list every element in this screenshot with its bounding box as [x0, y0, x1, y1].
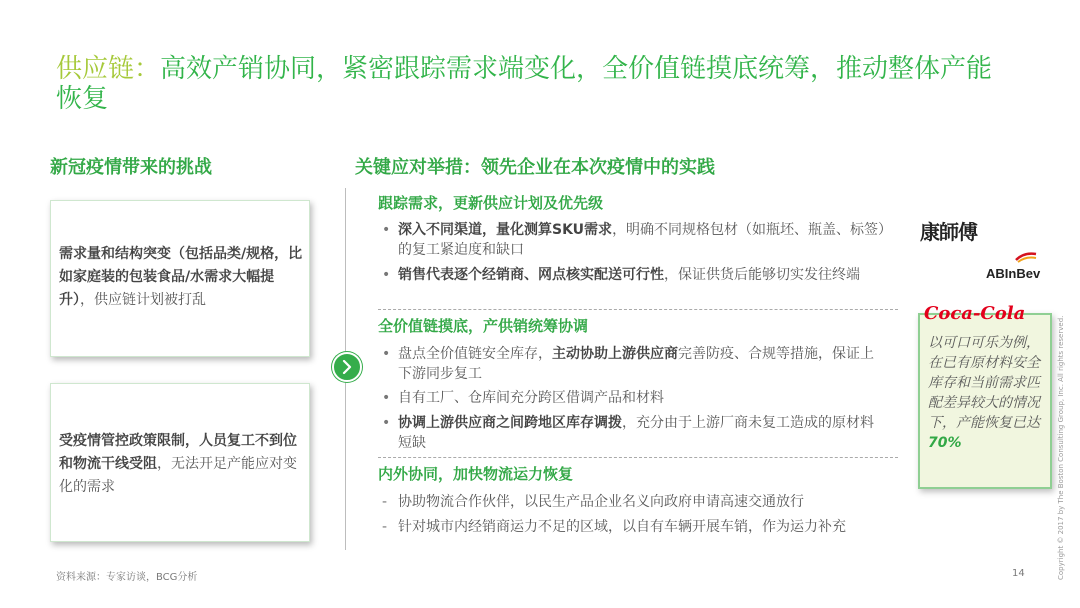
list-item [382, 220, 887, 260]
item-normal: 完善防疫、合规等措施，保证上下游同步复工 [398, 346, 874, 382]
title-lead: 供应链： [56, 54, 161, 84]
list-item [382, 517, 887, 537]
bullet-dot-icon: • [382, 390, 391, 406]
list-item [382, 344, 887, 384]
challenge-2-bold: 受疫情管控政策限制，人员复工不到位和物流干线受阻 [59, 433, 297, 472]
copyright-text: Copyright © 2017 by The Boston Consulting Group, Inc. All rights reserved. [1057, 315, 1065, 580]
callout-highlight: 70% [928, 435, 962, 451]
item-normal: ，保证供货后能够切实发往终端 [664, 267, 860, 283]
callout-body: 以可口可乐为例，在已有原材料安全库存和当前需求匹配差异较大的情况下，产能恢复已达 [928, 335, 1040, 431]
title-rest: 高效产销协同，紧密跟踪需求端变化，全价值链摸底统筹，推动整体产能恢复 [56, 54, 993, 114]
list-item [382, 492, 887, 512]
section-title-demand: 跟踪需求，更新供应计划及优先级 [378, 194, 604, 212]
item-bold: 主动协助上游供应商 [552, 346, 678, 362]
source-note: 资料来源：专家访谈，BCG分析 [56, 572, 198, 583]
left-header: 新冠疫情带来的挑战 [50, 157, 212, 178]
challenge-2-text [59, 430, 303, 499]
list-item [382, 388, 887, 408]
coca-cola-logo: Coca-Cola [924, 303, 1026, 324]
coca-cola-callout [918, 313, 1052, 489]
item-pre: 盘点全价值链安全库存， [398, 346, 552, 362]
chevron-right-icon [332, 352, 362, 382]
list-item [382, 265, 887, 285]
item-normal: ，明确不同规格包材（如瓶坯、瓶盖、标签）的复工紧迫度和缺口 [398, 222, 886, 258]
section-title-value-chain: 全价值链摸底，产供销统筹协调 [378, 317, 589, 335]
bullet-dot-icon: • [382, 222, 391, 238]
page-number: 14 [1012, 568, 1025, 579]
challenge-1-text [59, 243, 303, 312]
section-divider [378, 309, 898, 310]
section-divider [378, 457, 898, 458]
abinbev-wordmark: ABInBev [986, 266, 1041, 281]
right-header: 关键应对举措：领先企业在本次疫情中的实践 [355, 157, 715, 178]
bullet-dot-icon: • [382, 267, 391, 283]
bullet-dash-icon: - [382, 519, 388, 535]
item-bold: 销售代表逐个经销商、网点核实配送可行性 [398, 267, 664, 283]
challenge-box-1 [50, 200, 310, 357]
abinbev-swoosh-icon [1014, 250, 1038, 264]
item-normal: ，充分由于上游厂商未复工造成的原材料短缺 [398, 415, 874, 451]
bullet-dot-icon: • [382, 346, 391, 362]
challenge-2-normal: ，无法开足产能应对变化的需求 [59, 456, 297, 495]
callout-text [928, 333, 1044, 453]
page-title [56, 54, 1016, 114]
bullet-dot-icon: • [382, 415, 391, 431]
challenge-box-2 [50, 383, 310, 542]
challenge-1-normal: ，供应链计划被打乱 [80, 292, 206, 308]
list-item [382, 413, 887, 453]
section-title-logistics: 内外协同，加快物流运力恢复 [378, 465, 574, 483]
copyright-notice [1057, 315, 1067, 580]
item-normal: 协助物流合作伙伴，以民生产品企业名义向政府申请高速交通放行 [398, 494, 804, 510]
item-bold: 深入不同渠道，量化测算SKU需求 [398, 222, 613, 238]
bullet-dash-icon: - [382, 494, 388, 510]
abinbev-logo [986, 266, 1040, 281]
item-normal: 自有工厂、仓库间充分跨区借调产品和材料 [398, 390, 664, 406]
challenge-1-bold: 需求量和结构突变（包括品类/规格，比如家庭装的包装食品/水需求大幅提升） [59, 246, 303, 308]
item-normal: 针对城市内经销商运力不足的区域，以自有车辆开展车销，作为运力补充 [398, 519, 846, 535]
ksf-logo: 康師傅 [920, 220, 977, 244]
item-bold: 协调上游供应商之间跨地区库存调拨 [398, 415, 622, 431]
